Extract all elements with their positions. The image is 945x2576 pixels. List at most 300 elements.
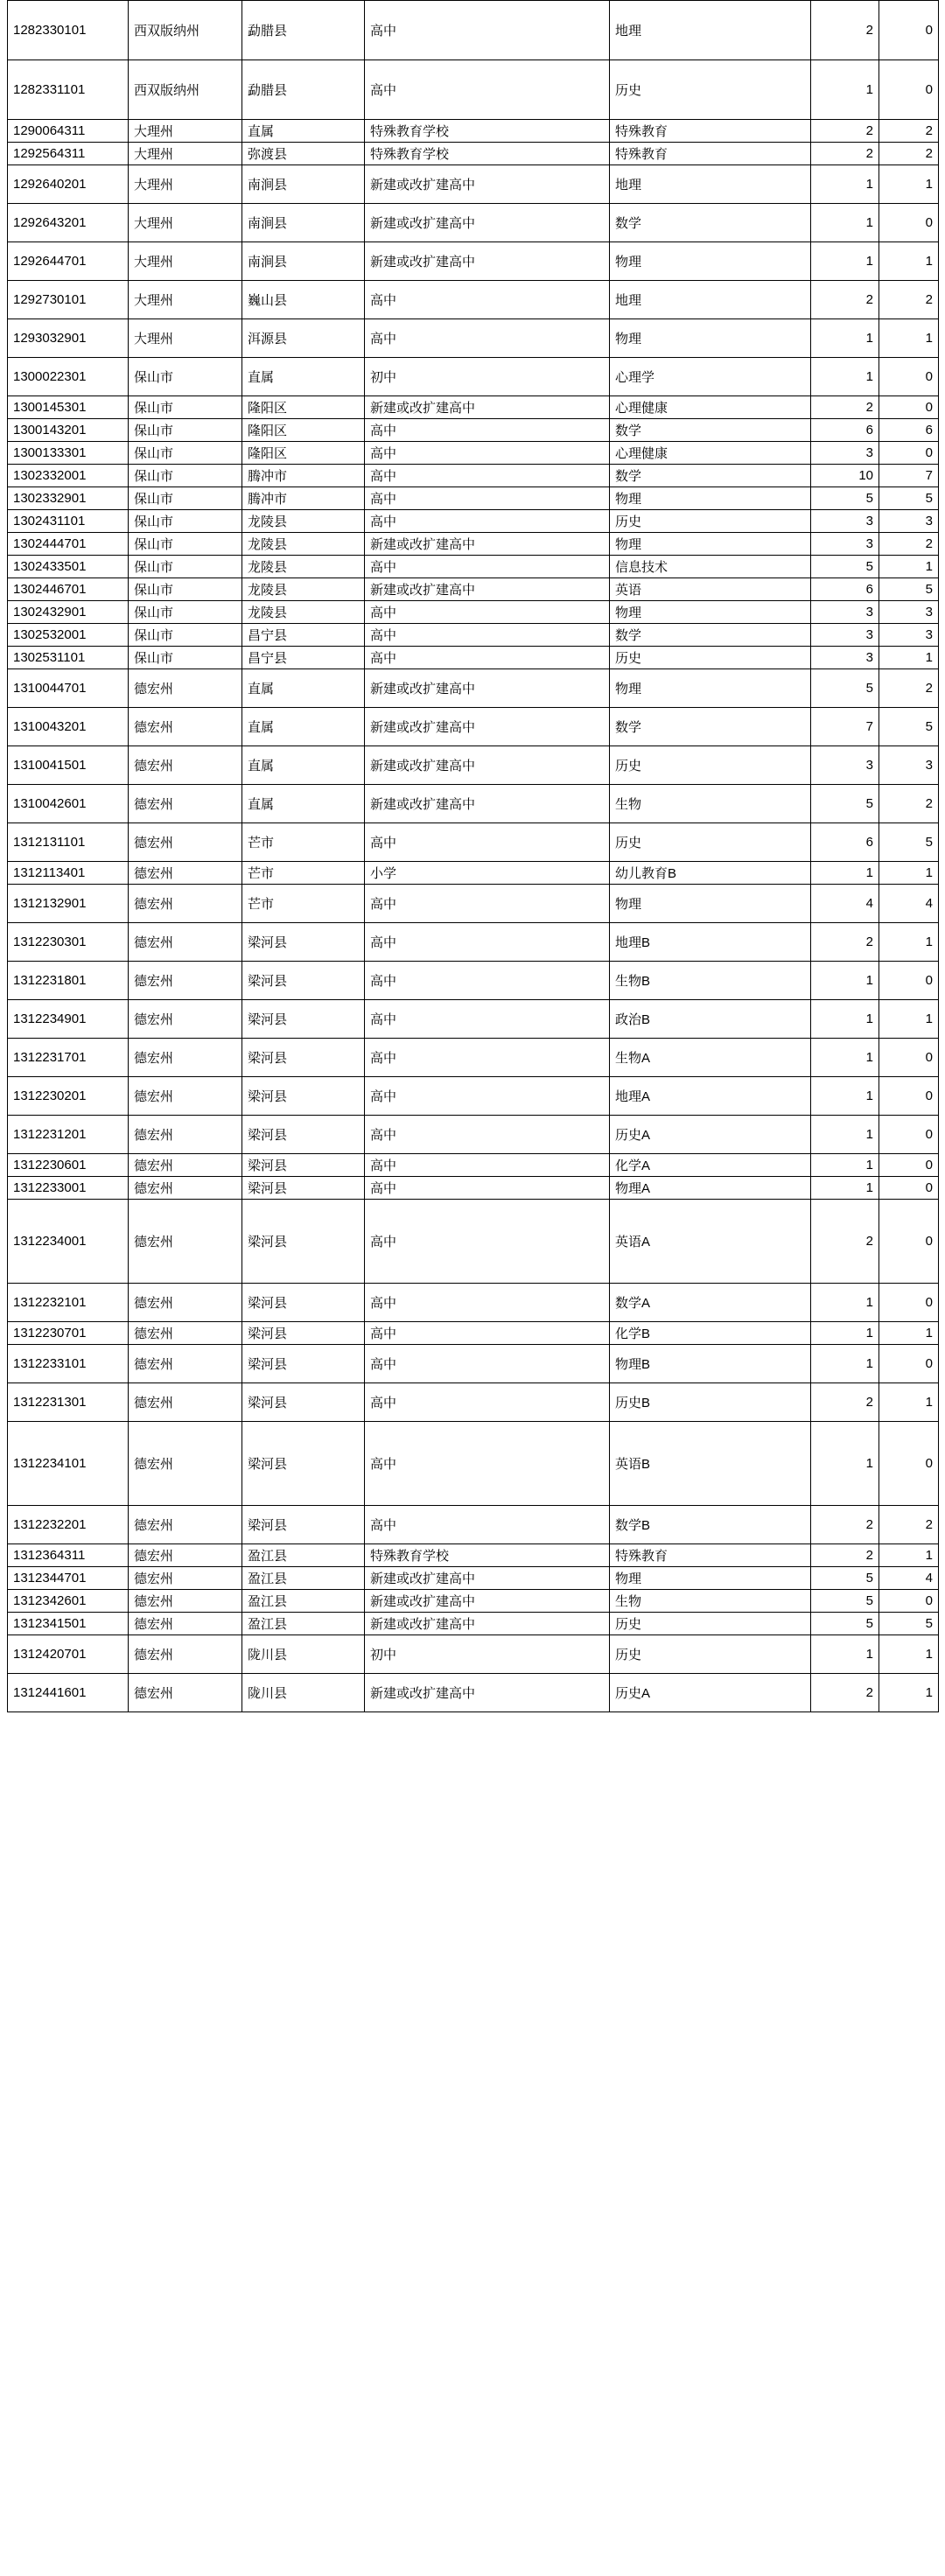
cell-subject: 历史 xyxy=(610,746,811,785)
cell-county: 芒市 xyxy=(242,823,365,862)
cell-county: 梁河县 xyxy=(242,1116,365,1154)
cell-school-level: 高中 xyxy=(365,1322,610,1345)
cell-count1: 2 xyxy=(811,1383,879,1422)
cell-county: 盈江县 xyxy=(242,1567,365,1590)
cell-code: 1302444701 xyxy=(8,533,129,556)
cell-subject: 历史A xyxy=(610,1116,811,1154)
cell-county: 盈江县 xyxy=(242,1544,365,1567)
cell-county: 直属 xyxy=(242,358,365,396)
cell-subject: 心理健康 xyxy=(610,442,811,465)
cell-count2: 0 xyxy=(879,1345,939,1383)
cell-county: 陇川县 xyxy=(242,1674,365,1712)
cell-county: 腾冲市 xyxy=(242,487,365,510)
cell-count2: 7 xyxy=(879,465,939,487)
cell-school-level: 高中 xyxy=(365,510,610,533)
cell-count2: 0 xyxy=(879,1116,939,1154)
cell-school-level: 高中 xyxy=(365,923,610,962)
cell-prefecture: 德宏州 xyxy=(129,1506,242,1544)
cell-subject: 数学 xyxy=(610,465,811,487)
cell-school-level: 高中 xyxy=(365,1116,610,1154)
cell-county: 昌宁县 xyxy=(242,647,365,669)
cell-county: 芒市 xyxy=(242,862,365,885)
cell-prefecture: 德宏州 xyxy=(129,1567,242,1590)
cell-subject: 物理 xyxy=(610,885,811,923)
cell-code: 1312132901 xyxy=(8,885,129,923)
cell-subject: 数学A xyxy=(610,1284,811,1322)
cell-count2: 0 xyxy=(879,1039,939,1077)
cell-count1: 2 xyxy=(811,396,879,419)
cell-school-level: 高中 xyxy=(365,1422,610,1506)
cell-code: 1312364311 xyxy=(8,1544,129,1567)
cell-county: 南涧县 xyxy=(242,204,365,242)
cell-code: 1292644701 xyxy=(8,242,129,281)
cell-count1: 1 xyxy=(811,1422,879,1506)
cell-prefecture: 德宏州 xyxy=(129,1590,242,1613)
cell-count1: 5 xyxy=(811,556,879,578)
cell-count1: 1 xyxy=(811,1322,879,1345)
cell-count1: 3 xyxy=(811,510,879,533)
cell-code: 1312231701 xyxy=(8,1039,129,1077)
cell-count2: 5 xyxy=(879,1613,939,1635)
cell-code: 1312234001 xyxy=(8,1200,129,1284)
cell-count1: 1 xyxy=(811,60,879,120)
cell-county: 梁河县 xyxy=(242,1506,365,1544)
cell-school-level: 新建或改扩建高中 xyxy=(365,1674,610,1712)
cell-code: 1312233101 xyxy=(8,1345,129,1383)
cell-school-level: 新建或改扩建高中 xyxy=(365,578,610,601)
cell-school-level: 特殊教育学校 xyxy=(365,120,610,143)
cell-count2: 2 xyxy=(879,785,939,823)
table-row xyxy=(8,1567,939,1590)
table-row xyxy=(8,862,939,885)
table-row xyxy=(8,204,939,242)
cell-count1: 1 xyxy=(811,1000,879,1039)
cell-count2: 5 xyxy=(879,823,939,862)
cell-code: 1312231301 xyxy=(8,1383,129,1422)
cell-school-level: 高中 xyxy=(365,1077,610,1116)
cell-school-level: 新建或改扩建高中 xyxy=(365,785,610,823)
cell-code: 1302431101 xyxy=(8,510,129,533)
cell-code: 1312113401 xyxy=(8,862,129,885)
cell-county: 隆阳区 xyxy=(242,396,365,419)
cell-school-level: 新建或改扩建高中 xyxy=(365,242,610,281)
cell-count1: 2 xyxy=(811,923,879,962)
cell-code: 1300143201 xyxy=(8,419,129,442)
cell-school-level: 新建或改扩建高中 xyxy=(365,533,610,556)
cell-subject: 物理 xyxy=(610,533,811,556)
cell-subject: 数学 xyxy=(610,708,811,746)
cell-code: 1292730101 xyxy=(8,281,129,319)
cell-county: 弥渡县 xyxy=(242,143,365,165)
cell-prefecture: 德宏州 xyxy=(129,1635,242,1674)
cell-school-level: 新建或改扩建高中 xyxy=(365,669,610,708)
cell-prefecture: 德宏州 xyxy=(129,1284,242,1322)
cell-subject: 物理 xyxy=(610,242,811,281)
cell-school-level: 高中 xyxy=(365,624,610,647)
cell-code: 1312230201 xyxy=(8,1077,129,1116)
cell-prefecture: 德宏州 xyxy=(129,1200,242,1284)
cell-subject: 历史A xyxy=(610,1674,811,1712)
cell-subject: 历史 xyxy=(610,510,811,533)
table-row xyxy=(8,1077,939,1116)
table-row xyxy=(8,962,939,1000)
cell-prefecture: 保山市 xyxy=(129,578,242,601)
cell-subject: 特殊教育 xyxy=(610,143,811,165)
cell-prefecture: 德宏州 xyxy=(129,746,242,785)
cell-count2: 4 xyxy=(879,1567,939,1590)
cell-count2: 3 xyxy=(879,510,939,533)
cell-county: 梁河县 xyxy=(242,1322,365,1345)
table-row xyxy=(8,1000,939,1039)
table-row xyxy=(8,60,939,120)
cell-count1: 2 xyxy=(811,1506,879,1544)
cell-prefecture: 德宏州 xyxy=(129,1177,242,1200)
table-row xyxy=(8,396,939,419)
table-row xyxy=(8,487,939,510)
cell-count2: 2 xyxy=(879,143,939,165)
cell-prefecture: 保山市 xyxy=(129,419,242,442)
cell-prefecture: 保山市 xyxy=(129,442,242,465)
cell-count2: 0 xyxy=(879,1154,939,1177)
table-row xyxy=(8,1116,939,1154)
cell-subject: 信息技术 xyxy=(610,556,811,578)
cell-code: 1292643201 xyxy=(8,204,129,242)
cell-code: 1312230601 xyxy=(8,1154,129,1177)
cell-count2: 2 xyxy=(879,1506,939,1544)
cell-subject: 生物 xyxy=(610,785,811,823)
cell-subject: 化学A xyxy=(610,1154,811,1177)
cell-school-level: 新建或改扩建高中 xyxy=(365,165,610,204)
cell-count1: 4 xyxy=(811,885,879,923)
cell-county: 隆阳区 xyxy=(242,419,365,442)
cell-county: 直属 xyxy=(242,785,365,823)
cell-county: 龙陵县 xyxy=(242,578,365,601)
cell-county: 腾冲市 xyxy=(242,465,365,487)
cell-subject: 生物A xyxy=(610,1039,811,1077)
cell-code: 1312233001 xyxy=(8,1177,129,1200)
cell-code: 1312344701 xyxy=(8,1567,129,1590)
table-row xyxy=(8,319,939,358)
cell-school-level: 高中 xyxy=(365,1284,610,1322)
cell-school-level: 初中 xyxy=(365,1635,610,1674)
cell-code: 1302446701 xyxy=(8,578,129,601)
cell-subject: 心理健康 xyxy=(610,396,811,419)
cell-count1: 1 xyxy=(811,1039,879,1077)
cell-count1: 2 xyxy=(811,120,879,143)
cell-subject: 物理 xyxy=(610,487,811,510)
cell-school-level: 新建或改扩建高中 xyxy=(365,396,610,419)
cell-count1: 5 xyxy=(811,785,879,823)
table-row xyxy=(8,885,939,923)
cell-count2: 0 xyxy=(879,1077,939,1116)
cell-school-level: 高中 xyxy=(365,556,610,578)
cell-school-level: 高中 xyxy=(365,823,610,862)
cell-count2: 4 xyxy=(879,885,939,923)
cell-prefecture: 大理州 xyxy=(129,143,242,165)
cell-count2: 1 xyxy=(879,647,939,669)
cell-subject: 数学 xyxy=(610,624,811,647)
cell-count1: 3 xyxy=(811,533,879,556)
table-row xyxy=(8,510,939,533)
cell-prefecture: 德宏州 xyxy=(129,923,242,962)
cell-prefecture: 保山市 xyxy=(129,647,242,669)
cell-count2: 1 xyxy=(879,862,939,885)
cell-code: 1292640201 xyxy=(8,165,129,204)
cell-county: 梁河县 xyxy=(242,1200,365,1284)
cell-count1: 2 xyxy=(811,1,879,60)
table-row xyxy=(8,1154,939,1177)
cell-school-level: 高中 xyxy=(365,1383,610,1422)
cell-county: 梁河县 xyxy=(242,1383,365,1422)
cell-count1: 6 xyxy=(811,419,879,442)
cell-code: 1310041501 xyxy=(8,746,129,785)
cell-county: 南涧县 xyxy=(242,165,365,204)
cell-code: 1290064311 xyxy=(8,120,129,143)
cell-count1: 1 xyxy=(811,862,879,885)
cell-count2: 5 xyxy=(879,708,939,746)
cell-code: 1300145301 xyxy=(8,396,129,419)
cell-school-level: 高中 xyxy=(365,281,610,319)
table-row xyxy=(8,1674,939,1712)
table-row xyxy=(8,442,939,465)
cell-code: 1310042601 xyxy=(8,785,129,823)
cell-code: 1312231801 xyxy=(8,962,129,1000)
cell-subject: 物理 xyxy=(610,669,811,708)
cell-count1: 3 xyxy=(811,647,879,669)
cell-count2: 0 xyxy=(879,60,939,120)
cell-subject: 历史 xyxy=(610,647,811,669)
cell-count2: 0 xyxy=(879,962,939,1000)
cell-prefecture: 德宏州 xyxy=(129,823,242,862)
cell-count2: 5 xyxy=(879,578,939,601)
cell-county: 直属 xyxy=(242,746,365,785)
cell-school-level: 高中 xyxy=(365,1,610,60)
cell-subject: 物理 xyxy=(610,319,811,358)
cell-subject: 历史 xyxy=(610,1613,811,1635)
cell-subject: 物理 xyxy=(610,601,811,624)
cell-code: 1312231201 xyxy=(8,1116,129,1154)
cell-county: 梁河县 xyxy=(242,962,365,1000)
cell-count2: 3 xyxy=(879,601,939,624)
cell-code: 1312234901 xyxy=(8,1000,129,1039)
cell-subject: 数学 xyxy=(610,204,811,242)
cell-county: 隆阳区 xyxy=(242,442,365,465)
table-row xyxy=(8,823,939,862)
table-row xyxy=(8,556,939,578)
table-row xyxy=(8,242,939,281)
cell-county: 龙陵县 xyxy=(242,556,365,578)
cell-county: 昌宁县 xyxy=(242,624,365,647)
recruitment-table xyxy=(7,0,939,1712)
table-row xyxy=(8,923,939,962)
cell-code: 1302433501 xyxy=(8,556,129,578)
table-row xyxy=(8,465,939,487)
cell-subject: 地理 xyxy=(610,165,811,204)
cell-code: 1312131101 xyxy=(8,823,129,862)
cell-count2: 1 xyxy=(879,319,939,358)
cell-code: 1300133301 xyxy=(8,442,129,465)
cell-prefecture: 保山市 xyxy=(129,624,242,647)
cell-school-level: 高中 xyxy=(365,962,610,1000)
table-row xyxy=(8,419,939,442)
table-row xyxy=(8,358,939,396)
cell-school-level: 高中 xyxy=(365,647,610,669)
cell-count1: 5 xyxy=(811,669,879,708)
cell-prefecture: 保山市 xyxy=(129,358,242,396)
cell-prefecture: 保山市 xyxy=(129,465,242,487)
cell-school-level: 新建或改扩建高中 xyxy=(365,1590,610,1613)
table-row xyxy=(8,1383,939,1422)
cell-county: 巍山县 xyxy=(242,281,365,319)
table-row xyxy=(8,647,939,669)
cell-code: 1312230701 xyxy=(8,1322,129,1345)
cell-school-level: 新建或改扩建高中 xyxy=(365,746,610,785)
table-row xyxy=(8,1284,939,1322)
cell-county: 梁河县 xyxy=(242,1077,365,1116)
cell-code: 1302531101 xyxy=(8,647,129,669)
table-row xyxy=(8,1322,939,1345)
cell-count2: 1 xyxy=(879,242,939,281)
cell-prefecture: 德宏州 xyxy=(129,1116,242,1154)
cell-school-level: 小学 xyxy=(365,862,610,885)
cell-prefecture: 德宏州 xyxy=(129,1422,242,1506)
cell-county: 南涧县 xyxy=(242,242,365,281)
cell-subject: 特殊教育 xyxy=(610,1544,811,1567)
cell-count1: 2 xyxy=(811,143,879,165)
cell-prefecture: 德宏州 xyxy=(129,1000,242,1039)
cell-subject: 历史 xyxy=(610,60,811,120)
cell-count2: 2 xyxy=(879,669,939,708)
cell-count2: 0 xyxy=(879,204,939,242)
cell-county: 勐腊县 xyxy=(242,60,365,120)
cell-subject: 特殊教育 xyxy=(610,120,811,143)
table-row xyxy=(8,1544,939,1567)
cell-count2: 2 xyxy=(879,281,939,319)
cell-count1: 1 xyxy=(811,1635,879,1674)
cell-count2: 0 xyxy=(879,1177,939,1200)
table-row xyxy=(8,1345,939,1383)
cell-school-level: 初中 xyxy=(365,358,610,396)
cell-school-level: 高中 xyxy=(365,487,610,510)
cell-school-level: 特殊教育学校 xyxy=(365,143,610,165)
cell-school-level: 高中 xyxy=(365,885,610,923)
cell-code: 1312342601 xyxy=(8,1590,129,1613)
cell-prefecture: 德宏州 xyxy=(129,1544,242,1567)
cell-prefecture: 大理州 xyxy=(129,242,242,281)
cell-subject: 英语 xyxy=(610,578,811,601)
cell-count1: 1 xyxy=(811,1154,879,1177)
cell-prefecture: 保山市 xyxy=(129,487,242,510)
cell-prefecture: 德宏州 xyxy=(129,962,242,1000)
cell-code: 1292564311 xyxy=(8,143,129,165)
cell-count1: 1 xyxy=(811,204,879,242)
cell-count2: 1 xyxy=(879,1322,939,1345)
cell-count2: 3 xyxy=(879,746,939,785)
cell-subject: 物理A xyxy=(610,1177,811,1200)
cell-count1: 5 xyxy=(811,1590,879,1613)
cell-count1: 2 xyxy=(811,1200,879,1284)
cell-count1: 2 xyxy=(811,281,879,319)
cell-school-level: 高中 xyxy=(365,465,610,487)
cell-school-level: 高中 xyxy=(365,419,610,442)
cell-prefecture: 保山市 xyxy=(129,396,242,419)
cell-subject: 英语B xyxy=(610,1422,811,1506)
cell-subject: 物理B xyxy=(610,1345,811,1383)
cell-subject: 历史B xyxy=(610,1383,811,1422)
cell-prefecture: 德宏州 xyxy=(129,1077,242,1116)
cell-county: 盈江县 xyxy=(242,1613,365,1635)
cell-subject: 地理 xyxy=(610,1,811,60)
cell-prefecture: 大理州 xyxy=(129,204,242,242)
table-row xyxy=(8,578,939,601)
cell-county: 勐腊县 xyxy=(242,1,365,60)
cell-subject: 物理 xyxy=(610,1567,811,1590)
table-row xyxy=(8,1613,939,1635)
cell-prefecture: 德宏州 xyxy=(129,1322,242,1345)
cell-count2: 6 xyxy=(879,419,939,442)
cell-count2: 0 xyxy=(879,1200,939,1284)
cell-count1: 1 xyxy=(811,165,879,204)
cell-school-level: 新建或改扩建高中 xyxy=(365,1567,610,1590)
cell-prefecture: 德宏州 xyxy=(129,1345,242,1383)
cell-school-level: 新建或改扩建高中 xyxy=(365,1613,610,1635)
table-row xyxy=(8,1200,939,1284)
cell-count2: 0 xyxy=(879,1422,939,1506)
cell-county: 陇川县 xyxy=(242,1635,365,1674)
cell-count2: 1 xyxy=(879,923,939,962)
cell-code: 1302432901 xyxy=(8,601,129,624)
cell-count2: 0 xyxy=(879,1590,939,1613)
cell-count1: 1 xyxy=(811,319,879,358)
cell-county: 直属 xyxy=(242,669,365,708)
cell-county: 洱源县 xyxy=(242,319,365,358)
cell-code: 1282331101 xyxy=(8,60,129,120)
cell-prefecture: 西双版纳州 xyxy=(129,60,242,120)
cell-code: 1300022301 xyxy=(8,358,129,396)
table-row xyxy=(8,281,939,319)
cell-count2: 0 xyxy=(879,358,939,396)
table-row xyxy=(8,669,939,708)
cell-subject: 英语A xyxy=(610,1200,811,1284)
cell-count1: 1 xyxy=(811,1077,879,1116)
cell-prefecture: 保山市 xyxy=(129,601,242,624)
cell-county: 梁河县 xyxy=(242,1422,365,1506)
cell-subject: 历史 xyxy=(610,1635,811,1674)
cell-count1: 1 xyxy=(811,1345,879,1383)
cell-count1: 1 xyxy=(811,1284,879,1322)
cell-count1: 2 xyxy=(811,1544,879,1567)
cell-county: 直属 xyxy=(242,708,365,746)
cell-count1: 1 xyxy=(811,242,879,281)
cell-prefecture: 德宏州 xyxy=(129,1039,242,1077)
cell-count1: 10 xyxy=(811,465,879,487)
table-row xyxy=(8,1422,939,1506)
table-row xyxy=(8,1177,939,1200)
cell-school-level: 高中 xyxy=(365,442,610,465)
cell-prefecture: 西双版纳州 xyxy=(129,1,242,60)
table-row xyxy=(8,1635,939,1674)
cell-subject: 心理学 xyxy=(610,358,811,396)
cell-county: 梁河县 xyxy=(242,1284,365,1322)
cell-county: 盈江县 xyxy=(242,1590,365,1613)
cell-count2: 0 xyxy=(879,442,939,465)
cell-county: 龙陵县 xyxy=(242,510,365,533)
table-row xyxy=(8,746,939,785)
cell-county: 梁河县 xyxy=(242,1177,365,1200)
cell-prefecture: 大理州 xyxy=(129,165,242,204)
cell-county: 龙陵县 xyxy=(242,601,365,624)
cell-prefecture: 德宏州 xyxy=(129,785,242,823)
